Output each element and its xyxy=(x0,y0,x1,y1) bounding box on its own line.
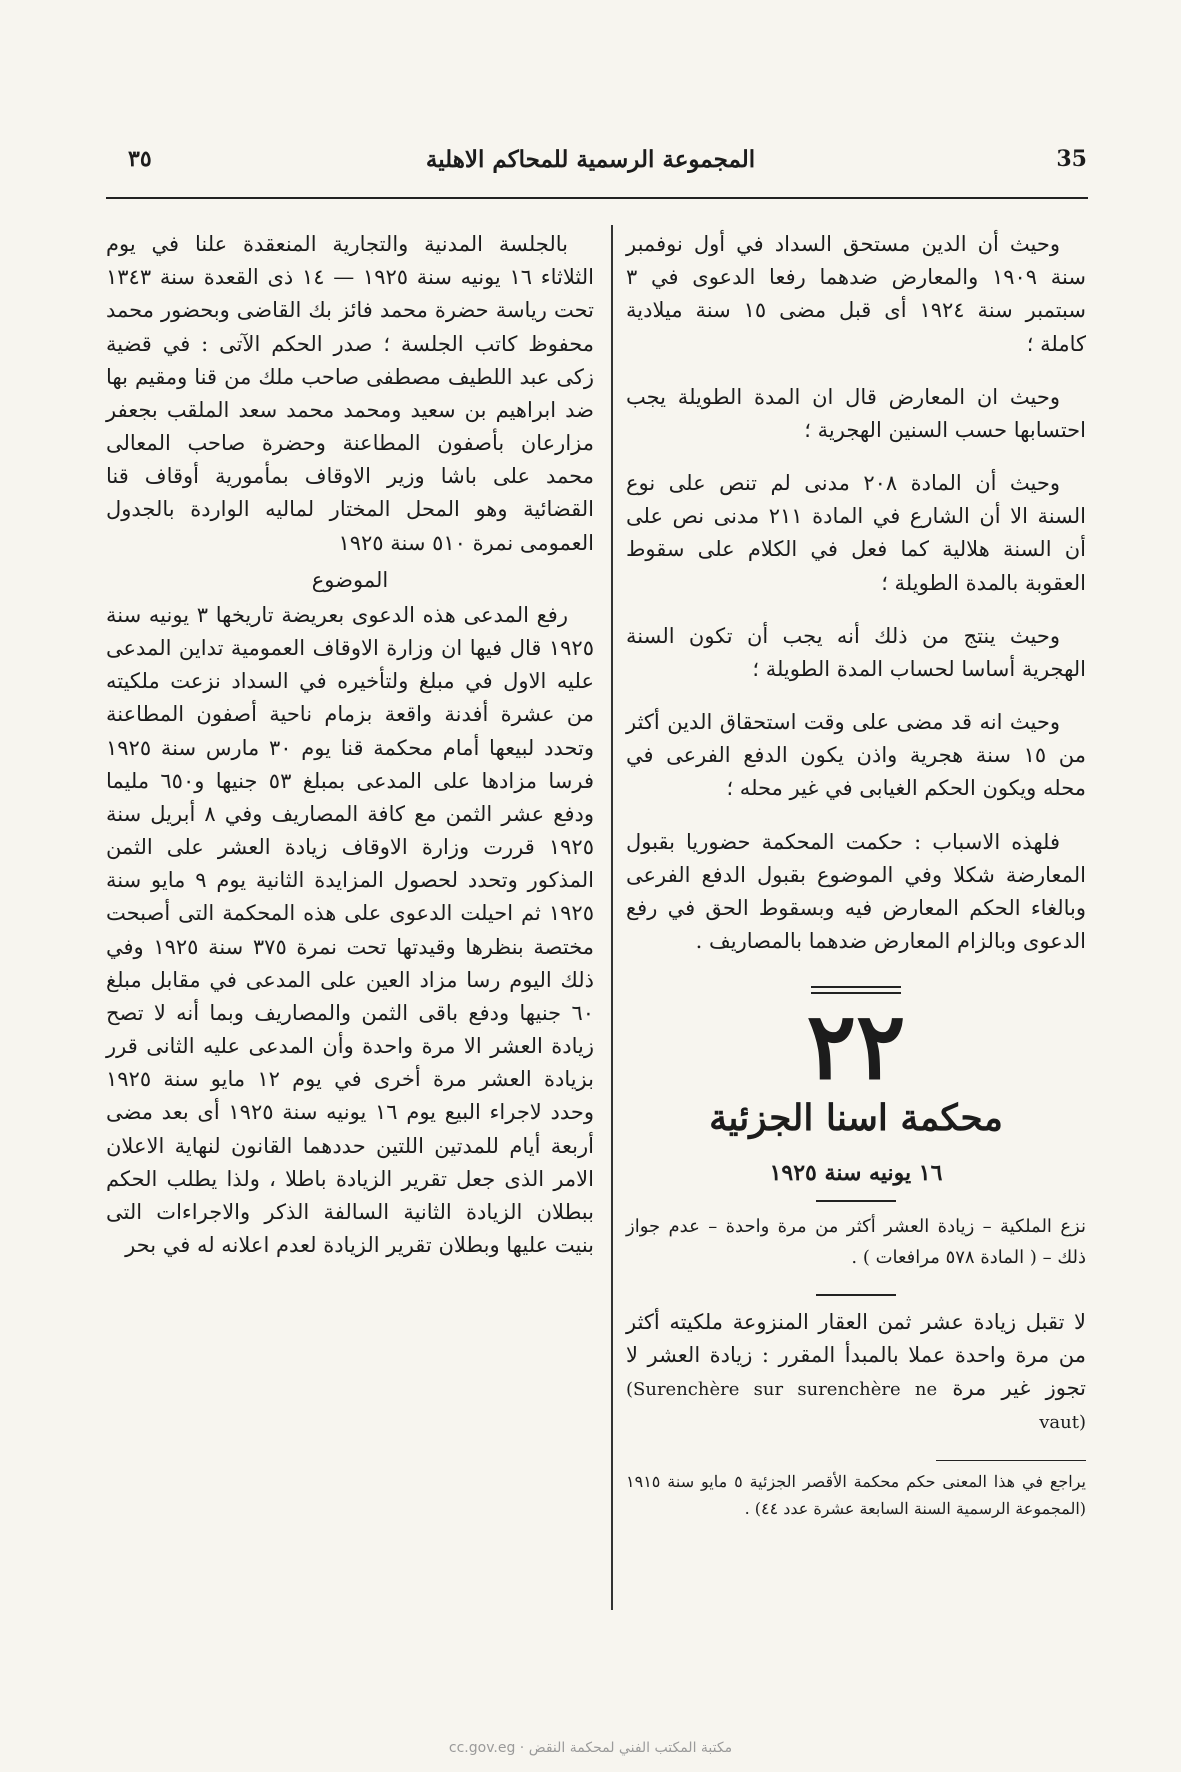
subject-heading: الموضوع xyxy=(311,567,389,592)
case-summary: نزع الملكية – زيادة العشر أكثر من مرة واحدة – عدم جواز ذلك – ( المادة ٥٧٨ مرافعات ) . xyxy=(626,1216,1086,1268)
footnote-rule xyxy=(936,1460,1086,1461)
running-header-title: المجموعة الرسمية للمحاكم الاهلية xyxy=(425,146,756,173)
principle-latin: (Surenchère sur surenchère ne vaut) xyxy=(626,1378,1086,1434)
subject-body: رفع المدعى هذه الدعوى بعريضة تاريخها ٣ يونيه سنة ١٩٢٥ قال فيها ان وزارة الاوقاف العمومية تداين المدعى عليه الاول في مبلغ ولتأخيره في السداد نزعت ملكيته من عشرة أفدنة واقعة بزمام ناحية أصفون المطاعنة وتحدد لبيعها أمام محكمة قنا يوم ٣٠ مارس سنة ١٩٢٥ فرسا مزادها على المدعى بمبلغ ٥٣ جنيها و٦٥٠ مليما ودفع عشر الثمن مع كافة المصاريف وفي ٨ أبريل سنة ١٩٢٥ قررت وزارة الاوقاف زيادة العشر على الثمن المذكور وتحدد لحصول المزايدة الثانية يوم ٩ مايو سنة ١٩٢٥ ثم احيلت الدعوى على هذه المحكمة التى أصبحت مختصة بنظرها وقيدتها تحت نمرة ٣٧٥ سنة ١٩٢٥ وفي ذلك اليوم رسا مزاد العين على المدعى في مقابل مبلغ ٦٠ جنيها ودفع باقى الثمن والمصاريف وبما أنه لا تصح زيادة العشر الا مرة واحدة وأن المدعى عليه الثانى قرر بزيادة العشر مرة أخرى في يوم ١٢ مايو سنة ١٩٢٥ وحدد لاجراء البيع يوم ١٦ يونيه سنة ١٩٢٥ أى بعد مضى أربعة أيام للمدتين اللتين حددهما القانون لنهاية الاعلان الامر الذى جعل تقرير الزيادة باطلا ، ولذا يطلب الحكم ببطلان الزيادة الثانية السالفة الذكر والاجراءات التى بنيت عليها وبطلان تقرير الزيادة لعدم اعلانه له في بحر xyxy=(106,602,595,1258)
ruling-paragraph: فلهذه الاسباب : حكمت المحكمة حضوريا بقبول المعارضة شكلا وفي الموضوع بقبول الدفع الفرعى وبالغاء الحكم المعارض فيه وبسقوط الحق في رفع الدعوى وبالزام المعارض ضدهما بالمصاريف . xyxy=(626,829,1086,954)
short-rule xyxy=(816,1200,896,1202)
footer-watermark: cc.gov.eg · مكتبة المكتب الفني لمحكمة النقض xyxy=(448,1740,733,1756)
court-name: محكمة اسنا الجزئية xyxy=(709,1096,1003,1139)
session-opening: بالجلسة المدنية والتجارية المنعقدة علنا في يوم الثلاثاء ١٦ يونيه سنة ١٩٢٥ — ١٤ ذى القعدة سنة ١٣٤٣ تحت رياسة حضرة محمد فائز بك القاضى وبحضور محمد محفوظ كاتب الجلسة ؛ صدر الحكم الآتى : في قضية زكى عبد اللطيف مصطفى صاحب ملك من قنا ومقيم بها ضد ابراهيم بن سعيد ومحمد محمد سعد الملقب بجعفر مزارعان بأصفون المطاعنة وحضرة صاحب المعالى محمد على باشا وزير الاوقاف بمأمورية أوقاف قنا القضائية وهو المحل المختار لماليه الواردة بالجدول العمومى نمرة ٥١٠ سنة ١٩٢٥ xyxy=(106,232,594,555)
column-divider xyxy=(611,225,613,1610)
page-number-latin: 35 xyxy=(1056,146,1087,172)
page-number-arabic: ٣٥ xyxy=(128,146,152,172)
case-date: ١٦ يونيه سنة ١٩٢٥ xyxy=(769,1159,943,1186)
short-rule xyxy=(816,1294,896,1296)
paragraph: وحيث أن الدين مستحق السداد في أول نوفمبر سنة ١٩٠٩ والمعارض ضدهما رفعا الدعوى في ٣ سبتمبر سنة ١٩٢٤ أى قبل مضى ١٥ سنة ميلادية كاملة ؛ xyxy=(626,232,1086,356)
legal-principle xyxy=(626,1306,1086,1439)
case-number: ٢٢ xyxy=(806,992,906,1101)
paragraph: وحيث ان المعارض قال ان المدة الطويلة يجب احتسابها حسب السنين الهجرية ؛ xyxy=(626,384,1086,442)
right-column xyxy=(626,228,1086,1522)
paragraph: وحيث ينتج من ذلك أنه يجب أن تكون السنة الهجرية أساسا لحساب المدة الطويلة ؛ xyxy=(626,623,1086,681)
paragraph: وحيث أن المادة ٢٠٨ مدنى لم تنص على نوع السنة الا أن الشارع في المادة ٢١١ مدنى نص على أن السنة هلالية كما فعل في الكلام على سقوط العقوبة بالمدة الطويلة ؛ xyxy=(626,471,1087,595)
left-column xyxy=(106,228,594,1282)
header-rule xyxy=(106,197,1088,199)
principle-text: لا تقبل زيادة عشر ثمن العقار المنزوعة ملكيته أكثر من مرة واحدة عملا بالمبدأ المقرر : زيادة العشر لا تجوز غير مرة xyxy=(626,1309,1086,1400)
footnote: يراجع في هذا المعنى حكم محكمة الأقصر الجزئية ٥ مايو سنة ١٩١٥ (المجموعة الرسمية السنة السابعة عشرة عدد ٤٤) . xyxy=(626,1472,1087,1518)
paragraph: وحيث انه قد مضى على وقت استحقاق الدين أكثر من ١٥ سنة هجرية واذن يكون الدفع الفرعى في محله ويكون الحكم الغيابى في غير محله ؛ xyxy=(626,710,1086,801)
